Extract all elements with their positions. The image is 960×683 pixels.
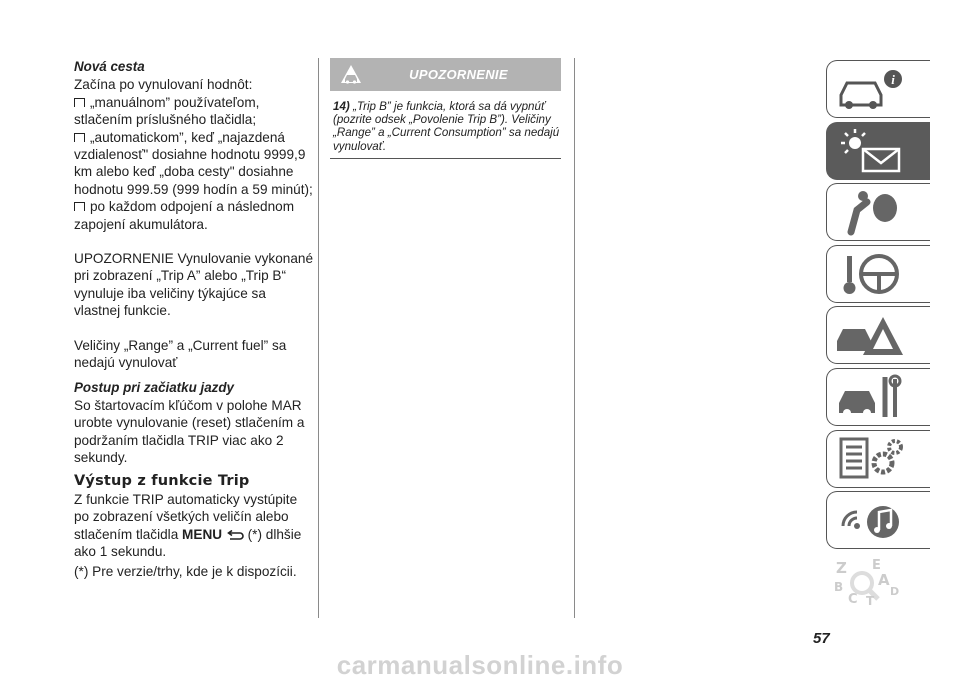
bullet-item: po každom odpojení a následnom zapojení akumulátora. <box>74 199 295 232</box>
menu-button-label: MENU <box>182 526 223 542</box>
alphabet-index-icon <box>832 557 904 605</box>
index-letter: A <box>878 570 890 589</box>
tab-technical-data[interactable] <box>826 430 930 488</box>
heading-new-trip: Nová cesta <box>74 59 145 74</box>
multimedia-icon <box>833 496 905 544</box>
bullet-icon <box>74 133 85 142</box>
page-number: 57 <box>813 630 830 647</box>
warning-title: UPOZORNENIE <box>409 67 508 82</box>
column-divider <box>318 58 319 618</box>
footnote: (*) Pre verzie/trhy, kde je k dispozícii. <box>74 563 297 579</box>
values-paragraph: Veličiny „Range” a „Current fuel” sa nedajú vynulovať <box>74 337 287 371</box>
index-letter: Z <box>836 558 847 577</box>
warning-number: 14) <box>333 100 350 113</box>
bullet-icon <box>74 202 85 211</box>
tab-emergency[interactable] <box>826 306 930 364</box>
watermark: carmanualsonline.info <box>336 650 624 680</box>
return-arrow-icon <box>226 530 244 541</box>
warning-header <box>330 58 561 91</box>
exit-paragraph: Z funkcie TRIP automaticky vystúpite po zobrazení všetkých veličín alebo stlačením tlačidla MENU (*) dlhšie ako 1 sekundu. <box>74 491 302 560</box>
warning-rule <box>330 158 561 159</box>
tab-index[interactable] <box>826 553 930 611</box>
left-column <box>74 58 314 580</box>
car-warning-triangle-icon <box>833 311 905 359</box>
heading-exit-trip: Výstup z funkcie Trip <box>74 472 250 489</box>
svg-text:i: i <box>891 72 895 87</box>
document-gears-icon <box>833 435 905 483</box>
index-letter: C <box>848 591 858 605</box>
intro-text: Začína po vynulovaní hodnôt: <box>74 77 253 93</box>
tab-starting-driving[interactable] <box>826 245 930 303</box>
heading-start: Postup pri začiatku jazdy <box>74 379 234 395</box>
index-letter: B <box>834 579 844 594</box>
warning-box <box>330 58 561 159</box>
warning-paragraph: UPOZORNENIE Vynulovanie vykonané pri zobrazení „Trip A” alebo „Trip B“ vynuluje iba veličiny týkajúce sa vlastnej funkcie. <box>74 251 313 319</box>
index-letter: D <box>890 584 900 598</box>
tab-instrument-panel[interactable] <box>826 122 930 180</box>
airbag-seat-icon <box>833 188 905 236</box>
bullet-icon <box>74 98 85 107</box>
start-paragraph: So štartovacím kľúčom v polohe MAR urobte vynulovanie (reset) stlačením a podržaním tlačidla TRIP viac ako 2 sekundy. <box>74 397 305 466</box>
car-info-icon <box>833 65 905 113</box>
tab-safety[interactable] <box>826 183 930 241</box>
warning-text: 14) „Trip B” je funkcia, ktorá sa dá vypnúť (pozrite odsek „Povolenie Trip B”). Veličiny „Range” a „Current Consumption” sa nedajú vynulovať. <box>333 100 560 153</box>
tab-maintenance[interactable] <box>826 368 930 426</box>
chapter-tabs <box>826 60 930 614</box>
column-divider <box>574 58 575 618</box>
tab-multimedia[interactable] <box>826 491 930 549</box>
warning-light-message-icon <box>833 127 905 175</box>
tab-getting-to-know[interactable] <box>826 60 930 118</box>
car-tools-icon <box>833 373 905 421</box>
index-letter: T <box>866 593 875 605</box>
bullet-item: „automatickom”, keď „najazdená vzdialenosť" dosiahne hodnotu 9999,9 km alebo keď „doba cesty" dosiahne hodnotu 999.59 (999 hodín a 59 minút); <box>74 129 313 197</box>
key-steering-wheel-icon <box>833 250 905 298</box>
bullet-item: „manuálnom” používateľom, stlačením príslušného tlačidla; <box>74 94 260 128</box>
index-letter: E <box>872 557 881 573</box>
